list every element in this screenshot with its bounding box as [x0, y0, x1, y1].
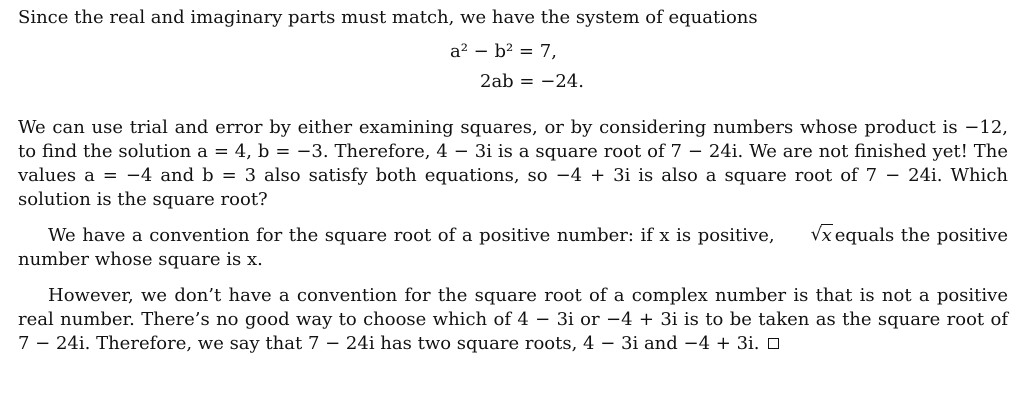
radicand: x: [821, 225, 832, 246]
equation-2: 2ab = −24.: [480, 71, 584, 92]
paragraph-trial-and-error: We can use trial and error by either examining squares, or by considering numbers whose product is −12, to find the solution a = 4, b = −3. Therefore, 4 − 3i is a square root of 7 − 24i. We are not finished yet! The values a = −4 and b = 3 also satisfy both equations, so −4 + 3i is also a square root of 7 − 24i. Which solution is the square root?: [18, 117, 1008, 210]
square-root-expression: [781, 224, 833, 248]
equation-1: a² − b² = 7,: [450, 41, 557, 62]
intro-text: Since the real and imaginary parts must match, we have the system of equations: [18, 7, 758, 28]
equation-system: [18, 36, 1008, 98]
paragraph2-before: We have a convention for the square root of a positive number: if x is positive,: [48, 225, 775, 246]
radical-sign-icon: √: [810, 224, 823, 245]
paragraph-complex-convention: [18, 284, 1008, 356]
paragraph-positive-convention: [18, 224, 1008, 272]
paragraph2-after: equals the positive number whose square is x.: [18, 225, 1008, 270]
end-of-proof-square-icon: [768, 338, 779, 349]
paragraph3-text: However, we don’t have a convention for the square root of a complex number is that is not a positive real number. There’s no good way to choose which of 4 − 3i or −4 + 3i is to be taken as the square root of 7 − 24i. Therefore, we say that 7 − 24i has two square roots, 4 − 3i and −4 + 3i.: [18, 285, 1008, 354]
